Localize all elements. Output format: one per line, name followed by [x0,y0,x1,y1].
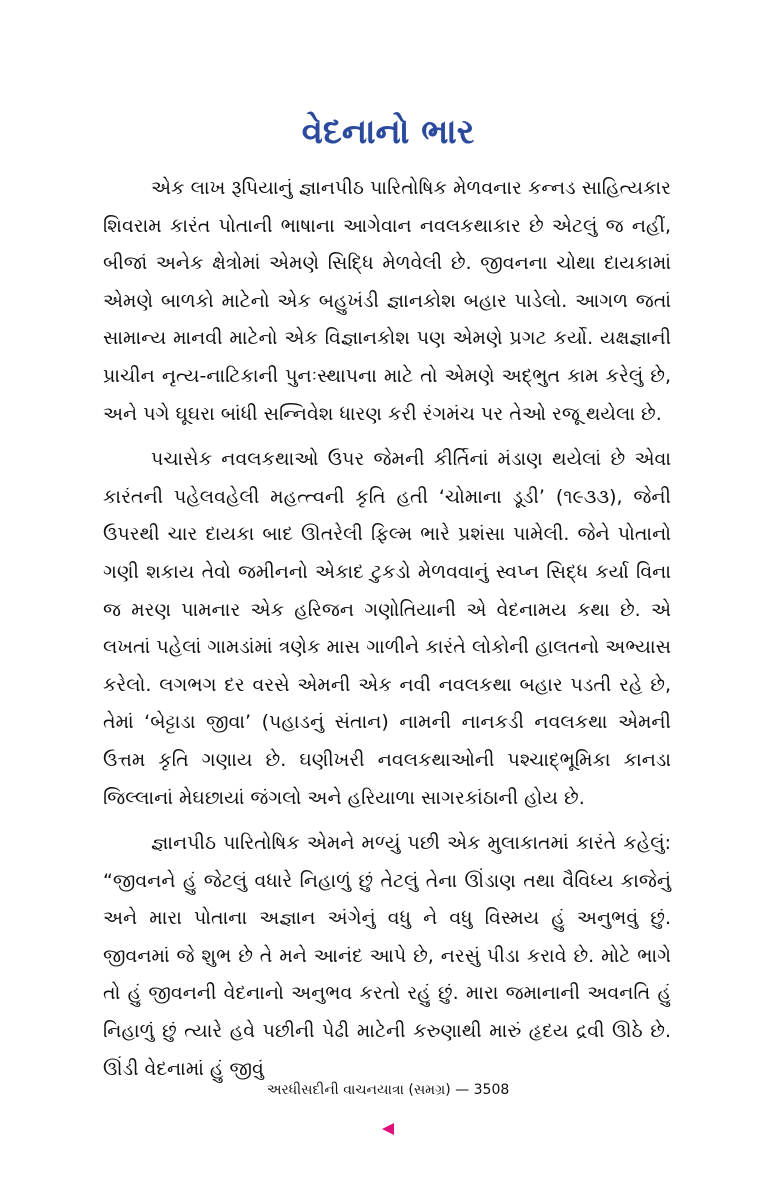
previous-page-button[interactable] [376,1117,400,1141]
triangle-left-icon [381,1122,395,1136]
paragraph-1: એક લાખ રૂપિયાનું જ્ઞાનપીઠ પારિતોષિક મેળવનાર કન્નડ સાહિત્યકાર શિવરામ કારંત પોતાની ભાષાના આગેવાન નવલકથાકાર છે એટલું જ નહીં, બીજાં અનેક ક્ષેત્રોમાં એમણે સિદ્ધિ મેળવેલી છે. જીવનના ચોથા દાયકામાં એમણે બાળકો માટેનો એક બહુખંડી જ્ઞાનકોશ બહાર પાડેલો. આગળ જતાં સામાન્ય માનવી માટેનો એક વિજ્ઞાનકોશ પણ એમણે પ્રગટ કર્યો. યક્ષજ્ઞાની પ્રાચીન નૃત્ય-નાટિકાની પુનઃસ્થાપના માટે તો એમણે અદ્ભુત કામ કરેલું છે, અને પગે ઘૂઘરા બાંધી સન્નિવેશ ધારણ કરી રંગમંચ પર તેઓ રજૂ થયેલા છે. [103,177,671,425]
page-title: વેદનાનો ભાર [301,112,475,152]
article-body [103,170,671,1096]
page-footer: અરધીસદીની વાચનયાત્રા (સમગ્ર) — 3508 [266,1082,510,1098]
paragraph-2: પચાસેક નવલકથાઓ ઉપર જેમની કીર્તિનાં મંડાણ થયેલાં છે એવા કારંતની પહેલવહેલી મહત્ત્વની કૃતિ હતી ‘ચોમાના ડૂડી’ (૧૯૩૩), જેની ઉપરથી ચાર દાયકા બાદ ઊતરેલી ફિલ્મ ભારે પ્રશંસા પામેલી. જેને પોતાનો ગણી શકાય તેવો જમીનનો એકાદ ટુકડો મેળવવાનું સ્વપ્ન સિદ્ધ કર્યા વિના જ મરણ પામનાર એક હરિજન ગણોતિયાની એ વેદનામય કથા છે. એ લખતાં પહેલાં ગામડાંમાં ત્રણેક માસ ગાળીને કારંતે લોકોની હાલતનો અભ્યાસ કરેલો. લગભગ દર વરસે એમની એક નવી નવલકથા બહાર પડતી રહે છે, તેમાં ‘બેટ્ટાડા જીવા’ (પહાડનું સંતાન) નામની નાનકડી નવલકથા એમની ઉત્તમ કૃતિ ગણાય છે. ઘણીખરી નવલકથાઓની પશ્ચાદ્ભૂમિકા કાનડા જિલ્લાનાં મેઘછાયાં જંગલો અને હરિયાળા સાગરકાંઠાની હોય છે. [103,448,671,809]
paragraph-3: જ્ઞાનપીઠ પારિતોષિક એમને મળ્યું પછી એક મુલાકાતમાં કારંતે કહેલું: “જીવનને હું જેટલું વધારે નિહાળું છું તેટલું તેના ઊંડાણ તથા વૈવિધ્ય કાજેનું અને મારા પોતાના અજ્ઞાન અંગેનું વધુ ને વધુ વિસ્મય હું અનુભવું છું. જીવનમાં જે શુભ છે તે મને આનંદ આપે છે, નરસું પીડા કરાવે છે. મોટે ભાગે તો હું જીવનની વેદનાનો અનુભવ કરતો રહું છું. મારા જમાનાની અવનતિ હું નિહાળું છું ત્યારે હવે પછીની પેઢી માટેની કરુણાથી મારું હૃદય દ્રવી ઊઠે છે. ઊંડી વેદનામાં હું જીવું [103,832,671,1080]
